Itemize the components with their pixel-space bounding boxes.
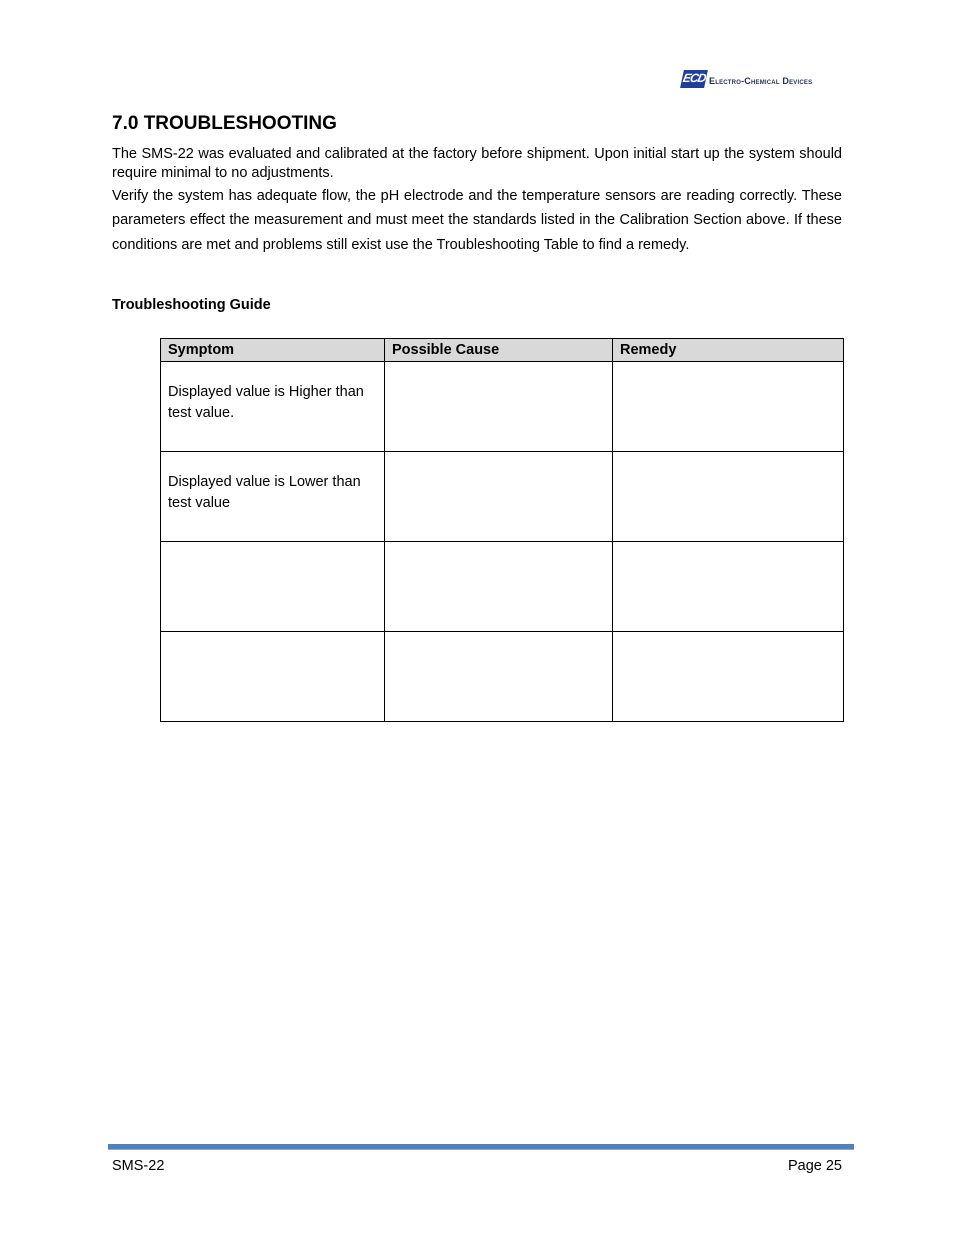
table-header-row — [161, 339, 844, 362]
symptom-text: Displayed value is Higher than test value. — [168, 384, 364, 421]
troubleshooting-table — [160, 338, 844, 722]
possible-cause-text — [392, 542, 605, 562]
section-title: 7.0 TROUBLESHOOTING — [112, 113, 337, 134]
logo-mark-text: ECD — [681, 71, 707, 85]
verify-paragraph: Verify the system has adequate flow, the pH electrode and the temperature sensors are reading correctly. These parameters effect the measurement and must meet the standards listed in the Calibration Section above. If these conditions are met and problems still exist use the Troubleshooting Table to find a remedy. — [112, 188, 842, 253]
remedy-cell — [613, 452, 844, 542]
footer-document-name: SMS-22 — [112, 1158, 165, 1174]
remedy-cell — [613, 542, 844, 632]
remedy-text — [620, 542, 836, 562]
symptom-cell — [161, 452, 385, 542]
possible-cause-text — [392, 632, 605, 652]
possible-cause-text — [392, 362, 605, 382]
intro-paragraph: The SMS-22 was evaluated and calibrated at the factory before shipment. Upon initial start up the system should require minimal to no adjustments. — [112, 146, 842, 181]
remedy-cell — [613, 632, 844, 722]
column-header-symptom: Symptom — [161, 339, 385, 362]
guide-title: Troubleshooting Guide — [112, 297, 271, 313]
symptom-text — [168, 632, 377, 652]
remedy-text — [620, 632, 836, 652]
symptom-cell — [161, 362, 385, 452]
possible-cause-cell — [385, 542, 613, 632]
column-header-possible-cause: Possible Cause — [385, 339, 613, 362]
symptom-text: Displayed value is Lower than test value — [168, 474, 361, 511]
column-header-remedy: Remedy — [613, 339, 844, 362]
possible-cause-cell — [385, 362, 613, 452]
symptom-cell — [161, 632, 385, 722]
possible-cause-text — [392, 452, 605, 472]
possible-cause-cell — [385, 632, 613, 722]
footer-page-number: Page 25 — [787, 1158, 842, 1174]
logo-company-name: Electro-Chemical Devices — [709, 76, 813, 86]
ecd-logo-icon — [680, 70, 708, 88]
remedy-text — [620, 362, 836, 382]
remedy-text — [620, 452, 836, 472]
symptom-cell — [161, 542, 385, 632]
footer-divider — [108, 1144, 854, 1150]
possible-cause-cell — [385, 452, 613, 542]
company-logo — [682, 68, 812, 90]
remedy-cell — [613, 362, 844, 452]
symptom-text — [168, 542, 377, 562]
table-row — [161, 452, 844, 542]
table-row — [161, 632, 844, 722]
table-row — [161, 362, 844, 452]
table-row — [161, 542, 844, 632]
